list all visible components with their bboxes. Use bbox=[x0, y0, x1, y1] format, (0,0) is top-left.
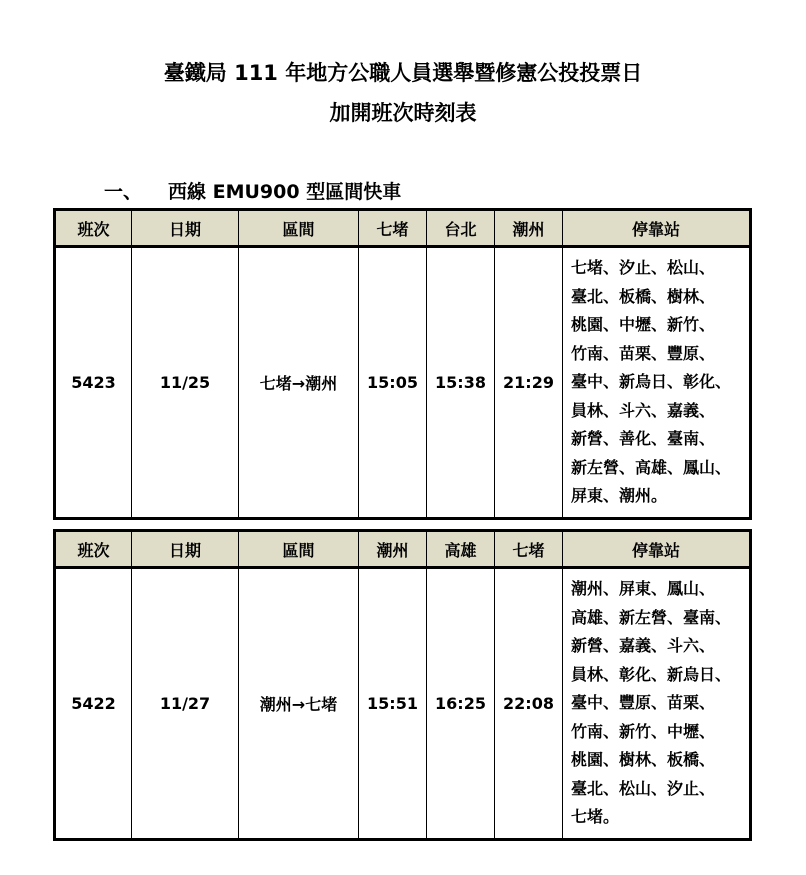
header-train-no: 班次 bbox=[55, 531, 132, 568]
section-title: 西線 EMU900 型區間快車 bbox=[168, 181, 402, 203]
header-route: 區間 bbox=[239, 531, 359, 568]
time-station-3: 22:08 bbox=[495, 568, 563, 840]
time-station-2: 16:25 bbox=[427, 568, 495, 840]
header-station-2: 高雄 bbox=[427, 531, 495, 568]
stops-line: 桃園、樹林、板橋、 bbox=[571, 750, 716, 769]
time-station-1: 15:51 bbox=[359, 568, 427, 840]
section-heading bbox=[104, 179, 401, 205]
table-row bbox=[55, 568, 751, 840]
header-station-3: 七堵 bbox=[495, 531, 563, 568]
time-station-2: 15:38 bbox=[427, 247, 495, 519]
stops-line: 員林、斗六、嘉義、 bbox=[571, 400, 716, 420]
train-number: 5423 bbox=[55, 247, 132, 519]
page-subtitle: 加開班次時刻表 bbox=[329, 101, 477, 125]
section-number: 一、 bbox=[104, 181, 143, 203]
stops-line: 員林、彰化、新烏日、 bbox=[571, 664, 732, 684]
header-station-1: 七堵 bbox=[359, 210, 427, 247]
stops-line: 竹南、新竹、中壢、 bbox=[571, 721, 716, 741]
header-train-no: 班次 bbox=[55, 210, 132, 247]
stops-line: 潮州、屏東、鳳山、 bbox=[571, 579, 716, 598]
stops-line: 屏東、潮州。 bbox=[571, 486, 668, 505]
stops-line: 新營、善化、臺南、 bbox=[571, 429, 716, 448]
stops-line: 臺北、板橋、樹林、 bbox=[571, 286, 716, 306]
time-station-1: 15:05 bbox=[359, 247, 427, 519]
table-row bbox=[55, 247, 751, 519]
header-station-3: 潮州 bbox=[495, 210, 563, 247]
stops-line: 新左營、高雄、鳳山、 bbox=[571, 457, 732, 477]
header-date: 日期 bbox=[132, 531, 239, 568]
stops-line: 竹南、苗栗、豐原、 bbox=[571, 343, 716, 363]
table-header-row bbox=[55, 210, 751, 247]
route: 潮州→七堵 bbox=[239, 568, 359, 840]
stops-line: 臺中、新烏日、彰化、 bbox=[571, 372, 732, 391]
timetable-5422 bbox=[53, 529, 752, 841]
stops-line: 桃園、中壢、新竹、 bbox=[571, 315, 716, 334]
stops-line: 高雄、新左營、臺南、 bbox=[571, 607, 732, 627]
header-route: 區間 bbox=[239, 210, 359, 247]
header-station-2: 台北 bbox=[427, 210, 495, 247]
timetable-5423 bbox=[53, 208, 752, 520]
stops-line: 臺中、豐原、苗栗、 bbox=[571, 693, 716, 712]
stops-line: 新營、嘉義、斗六、 bbox=[571, 636, 716, 655]
stops-line: 七堵、汐止、松山、 bbox=[571, 258, 716, 277]
time-station-3: 21:29 bbox=[495, 247, 563, 519]
stops-line: 臺北、松山、汐止、 bbox=[571, 778, 716, 798]
header-date: 日期 bbox=[132, 210, 239, 247]
table-header-row bbox=[55, 531, 751, 568]
page-title: 臺鐵局 111 年地方公職人員選舉暨修憲公投投票日 bbox=[163, 61, 643, 85]
header-stops: 停靠站 bbox=[563, 531, 751, 568]
header-stops: 停靠站 bbox=[563, 210, 751, 247]
stops-list bbox=[563, 247, 751, 519]
route: 七堵→潮州 bbox=[239, 247, 359, 519]
header-station-1: 潮州 bbox=[359, 531, 427, 568]
stops-list bbox=[563, 568, 751, 840]
service-date: 11/27 bbox=[132, 568, 239, 840]
train-number: 5422 bbox=[55, 568, 132, 840]
service-date: 11/25 bbox=[132, 247, 239, 519]
stops-line: 七堵。 bbox=[571, 807, 620, 826]
